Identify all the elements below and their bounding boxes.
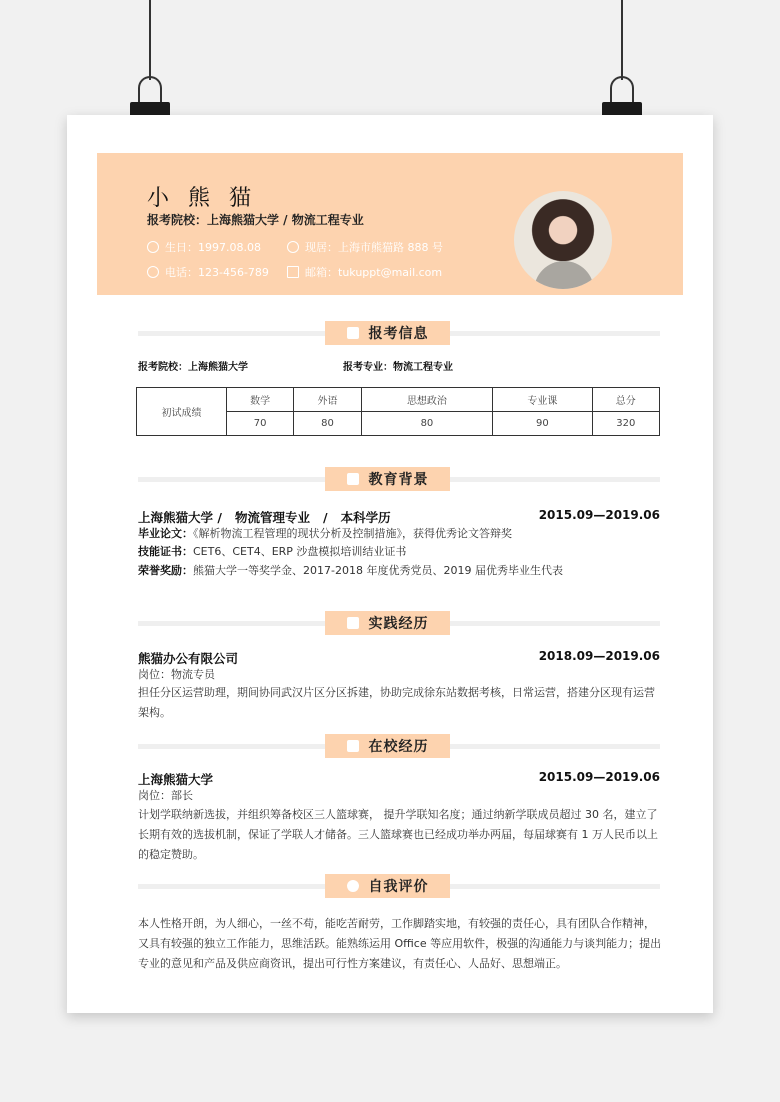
phone: 电话：123-456-789 (165, 266, 269, 279)
label: 毕业论文： (138, 527, 193, 540)
edu-title: 上海熊猫大学 / 物流管理专业 / 本科学历 (138, 510, 391, 525)
apply-summary: 报考院校：上海熊猫大学 / 物流工程专业 (147, 213, 364, 227)
table-cell: 320 (592, 412, 659, 436)
shield-icon (347, 327, 359, 339)
row-label: 初试成绩 (137, 388, 227, 436)
section-campus (138, 734, 660, 758)
address: 现居：上海市熊猫路 888 号 (305, 241, 443, 254)
table-header: 数学 (227, 388, 294, 412)
section-self (138, 874, 660, 898)
campus-position: 岗位：部长 (138, 789, 193, 802)
table-header: 专业课 (493, 388, 592, 412)
practice-position: 岗位：物流专员 (138, 668, 215, 681)
section-title: 教育背景 (368, 472, 429, 488)
exam-school: 报考院校：上海熊猫大学 (138, 362, 248, 373)
practice-date: 2018.09—2019.06 (538, 649, 660, 663)
campus-desc: 计划学联纳新选拔，并组织筹备校区三人篮球赛， 提升学联知名度；通过纳新学联成员超过 30 名，建立了长期有效的选拔机制，保证了学联人才储备。三人篮球赛也已经成功举办两届，每届球赛有 1 万人民币以上的稳定赞助。 (138, 808, 658, 861)
graduation-cap-icon (347, 473, 359, 485)
table-cell: 70 (227, 412, 294, 436)
table-header: 外语 (294, 388, 361, 412)
exam-major: 报考专业：物流工程专业 (343, 362, 453, 373)
table-header: 总分 (592, 388, 659, 412)
label: 技能证书： (138, 545, 193, 558)
person-icon (347, 880, 359, 892)
score-table (136, 387, 660, 436)
section-practice (138, 611, 660, 635)
table-cell: 80 (361, 412, 493, 436)
clock-icon (147, 241, 159, 253)
thesis: 《解析物流工程管理的现状分析及控制措施》，获得优秀论文答辩奖 (193, 527, 512, 540)
name: 小 熊 猫 (147, 186, 257, 211)
certificates: CET6、CET4、ERP 沙盘模拟培训结业证书 (193, 545, 407, 558)
binder-clip-left (130, 0, 170, 132)
section-title: 在校经历 (368, 739, 429, 755)
phone-icon (147, 266, 159, 278)
section-education (138, 467, 660, 491)
edu-date: 2015.09—2019.06 (538, 508, 660, 522)
section-title: 报考信息 (368, 326, 429, 342)
binder-clip-right (602, 0, 642, 132)
campus-date: 2015.09—2019.06 (538, 770, 660, 784)
awards: 熊猫大学一等奖学金、2017-2018 年度优秀党员、2019 届优秀毕业生代表 (193, 564, 563, 577)
self-desc: 本人性格开朗，为人细心，一丝不苟，能吃苦耐劳，工作脚踏实地，有较强的责任心，具有团队合作精神，又具有较强的独立工作能力，思维活跃。能熟练运用 Office 等应用软件，极强的沟通能力与谈判能力；提出专业的意见和产品及供应商资讯，提出可行性方案建议，有责任心、人品好、思想端正。 (138, 917, 662, 970)
table-cell: 90 (493, 412, 592, 436)
section-exam (138, 321, 660, 345)
avatar (514, 191, 612, 289)
label: 荣誉奖励： (138, 564, 193, 577)
email: 邮箱：tukuppt@mail.com (305, 266, 443, 279)
company: 熊猫办公有限公司 (138, 651, 239, 666)
table-cell: 80 (294, 412, 361, 436)
briefcase-icon (347, 617, 359, 629)
resume-header (97, 153, 683, 295)
mail-icon (287, 266, 299, 278)
birthday: 生日：1997.08.08 (165, 241, 261, 254)
book-icon (347, 740, 359, 752)
campus-org: 上海熊猫大学 (138, 772, 214, 787)
table-header: 思想政治 (361, 388, 493, 412)
practice-desc: 担任分区运营助理，期间协同武汉片区分区拆建，协助完成徐东站数据考核，日常运营，搭建分区现有运营架构。 (138, 686, 655, 719)
location-icon (287, 241, 299, 253)
section-title: 自我评价 (368, 879, 429, 895)
section-title: 实践经历 (368, 616, 429, 632)
